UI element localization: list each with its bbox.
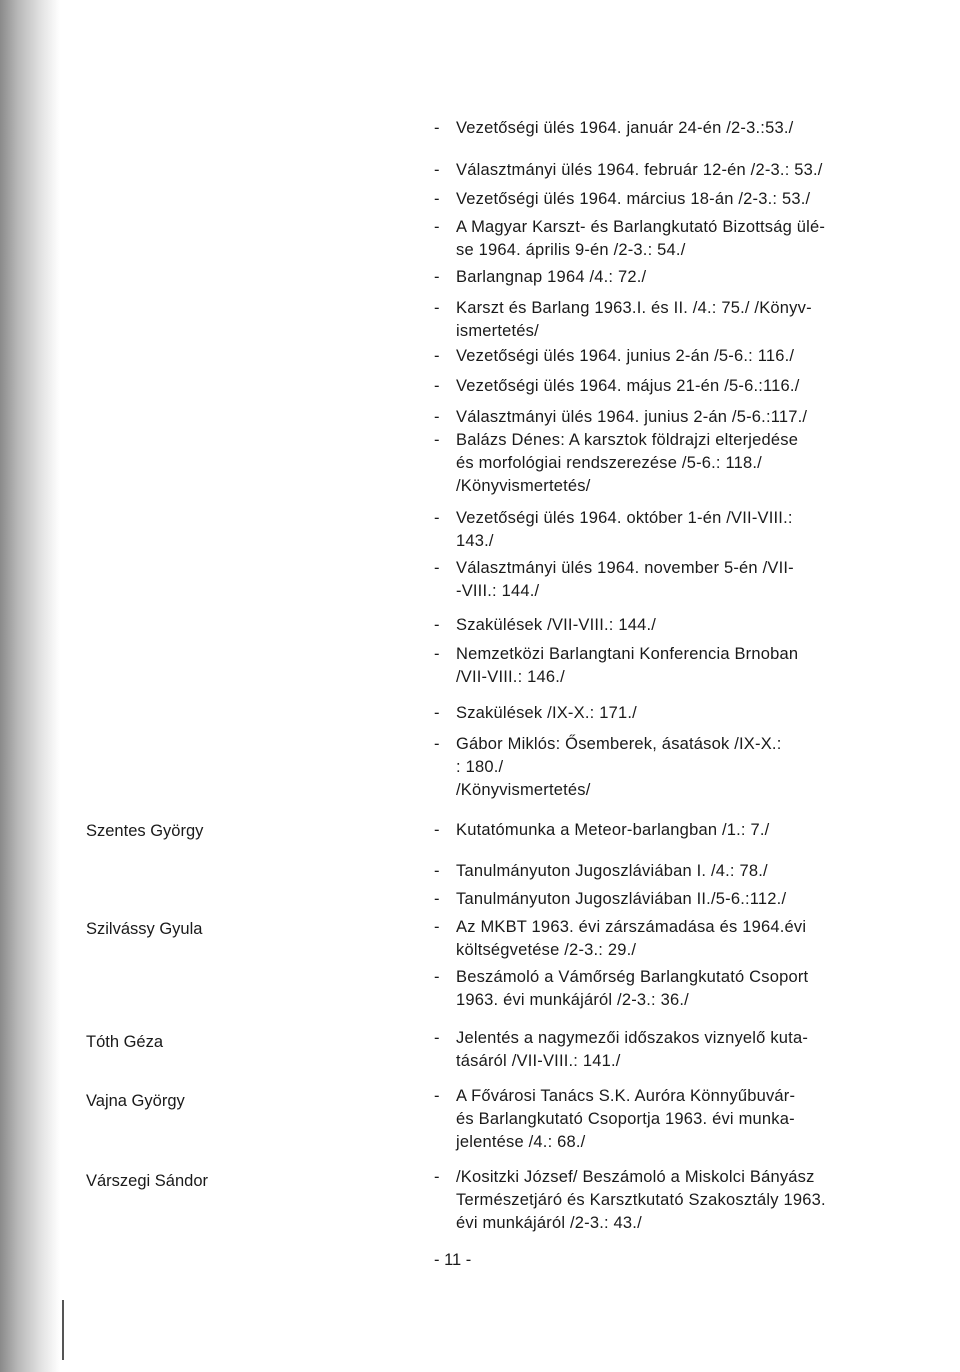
entry-18 [434,860,904,883]
entry-text: A Magyar Karszt- és Barlangkutató Bizottság ülé- se 1964. április 9-én /2-3.: 54./ [456,218,826,259]
entry-dash: - [434,161,440,179]
entry-dash: - [434,218,440,236]
entry-19 [434,888,904,911]
entry-dash: - [434,968,440,986]
entry-dash: - [434,735,440,753]
entry-text: Vezetőségi ülés 1964. október 1-én /VII-VIII.: 143./ [456,509,793,550]
entry-dash: - [434,1029,440,1047]
author-name: Tóth Géza [86,1033,164,1051]
entry-text: Karszt és Barlang 1963.I. és II. /4.: 75./ /Könyv- ismertetés/ [456,299,812,340]
entry-2 [434,159,904,182]
scan-artifact-line [62,1300,64,1360]
entry-dash: - [434,431,440,449]
entry-text: A Fővárosi Tanács S.K. Auróra Könnyűbuvár- és Barlangkutató Csoportja 1963. évi munka- jelentése /4.: 68./ [456,1087,796,1151]
entry-dash: - [434,918,440,936]
author-name: Vajna György [86,1092,185,1110]
entry-dash: - [434,299,440,317]
entry-text: Szakülések /IX-X.: 171./ [456,704,637,722]
entry-text: Szakülések /VII-VIII.: 144./ [456,616,657,634]
entry-dash: - [434,704,440,722]
entry-9 [434,406,904,429]
entry-15 [434,702,904,725]
entry-text: Tanulmányuton Jugoszláviában I. /4.: 78./ [456,862,768,880]
entry-dash: - [434,1168,440,1186]
author-name: Szentes György [86,822,204,840]
entry-dash: - [434,862,440,880]
page-number: - 11 - [434,1251,472,1269]
entry-24 [434,1166,904,1235]
entry-text: Választmányi ülés 1964. február 12-én /2-3.: 53./ [456,161,823,179]
entry-dash: - [434,890,440,908]
entry-dash: - [434,1087,440,1105]
entry-7 [434,345,904,368]
entry-dash: - [434,347,440,365]
entry-text: /Kositzki József/ Beszámoló a Miskolci Bányász Természetjáró és Karsztkutató Szakosztály 1963. évi munkájáról /2-3.: 43./ [456,1168,826,1232]
entry-text: Vezetőségi ülés 1964. március 18-án /2-3.: 53./ [456,190,811,208]
entry-text: Kutatómunka a Meteor-barlangban /1.: 7./ [456,821,770,839]
entry-16 [434,733,904,802]
entry-13 [434,614,904,637]
entry-text: Az MKBT 1963. évi zárszámadása és 1964.évi költségvetése /2-3.: 29./ [456,918,807,959]
entry-12 [434,557,904,603]
entry-dash: - [434,509,440,527]
entry-text: Választmányi ülés 1964. november 5-én /VII- -VIII.: 144./ [456,559,794,600]
entry-17 [434,819,904,842]
entry-text: Nemzetközi Barlangtani Konferencia Brnoban /VII-VIII.: 146./ [456,645,799,686]
entry-text: Beszámoló a Vámőrség Barlangkutató Csoport 1963. évi munkájáról /2-3.: 36./ [456,968,809,1009]
scan-shadow-edge [0,0,60,1372]
entry-dash: - [434,190,440,208]
entry-22 [434,1027,904,1073]
entry-6 [434,297,904,343]
entry-4 [434,216,904,262]
entry-10 [434,429,904,498]
entry-text: Gábor Miklós: Ősemberek, ásatások /IX-X.: : 180./ /Könyvismertetés/ [456,735,782,799]
entry-dash: - [434,377,440,395]
entry-dash: - [434,645,440,663]
entry-text: Balázs Dénes: A karsztok földrajzi elterjedése és morfológiai rendszerezése /5-6.: 118./ /Könyvismertetés/ [456,431,799,495]
entry-dash: - [434,119,440,137]
entry-11 [434,507,904,553]
entry-8 [434,375,904,398]
entry-text: Jelentés a nagymezői időszakos viznyelő kuta- tásáról /VII-VIII.: 141./ [456,1029,809,1070]
entry-20 [434,916,904,962]
entry-5 [434,266,904,289]
entry-text: Választmányi ülés 1964. junius 2-án /5-6.:117./ [456,408,808,426]
entry-23 [434,1085,904,1154]
entry-21 [434,966,904,1012]
entry-1 [434,117,904,140]
entry-text: Vezetőségi ülés 1964. május 21-én /5-6.:116./ [456,377,800,395]
entry-text: Vezetőségi ülés 1964. junius 2-án /5-6.: 116./ [456,347,795,365]
author-name: Várszegi Sándor [86,1172,208,1190]
entry-dash: - [434,408,440,426]
entry-dash: - [434,616,440,634]
entry-14 [434,643,904,689]
entry-text: Vezetőségi ülés 1964. január 24-én /2-3.:53./ [456,119,794,137]
entry-text: Tanulmányuton Jugoszláviában II./5-6.:112./ [456,890,787,908]
entry-text: Barlangnap 1964 /4.: 72./ [456,268,647,286]
entry-3 [434,188,904,211]
entry-dash: - [434,268,440,286]
entry-dash: - [434,559,440,577]
author-name: Szilvássy Gyula [86,920,203,938]
entry-dash: - [434,821,440,839]
